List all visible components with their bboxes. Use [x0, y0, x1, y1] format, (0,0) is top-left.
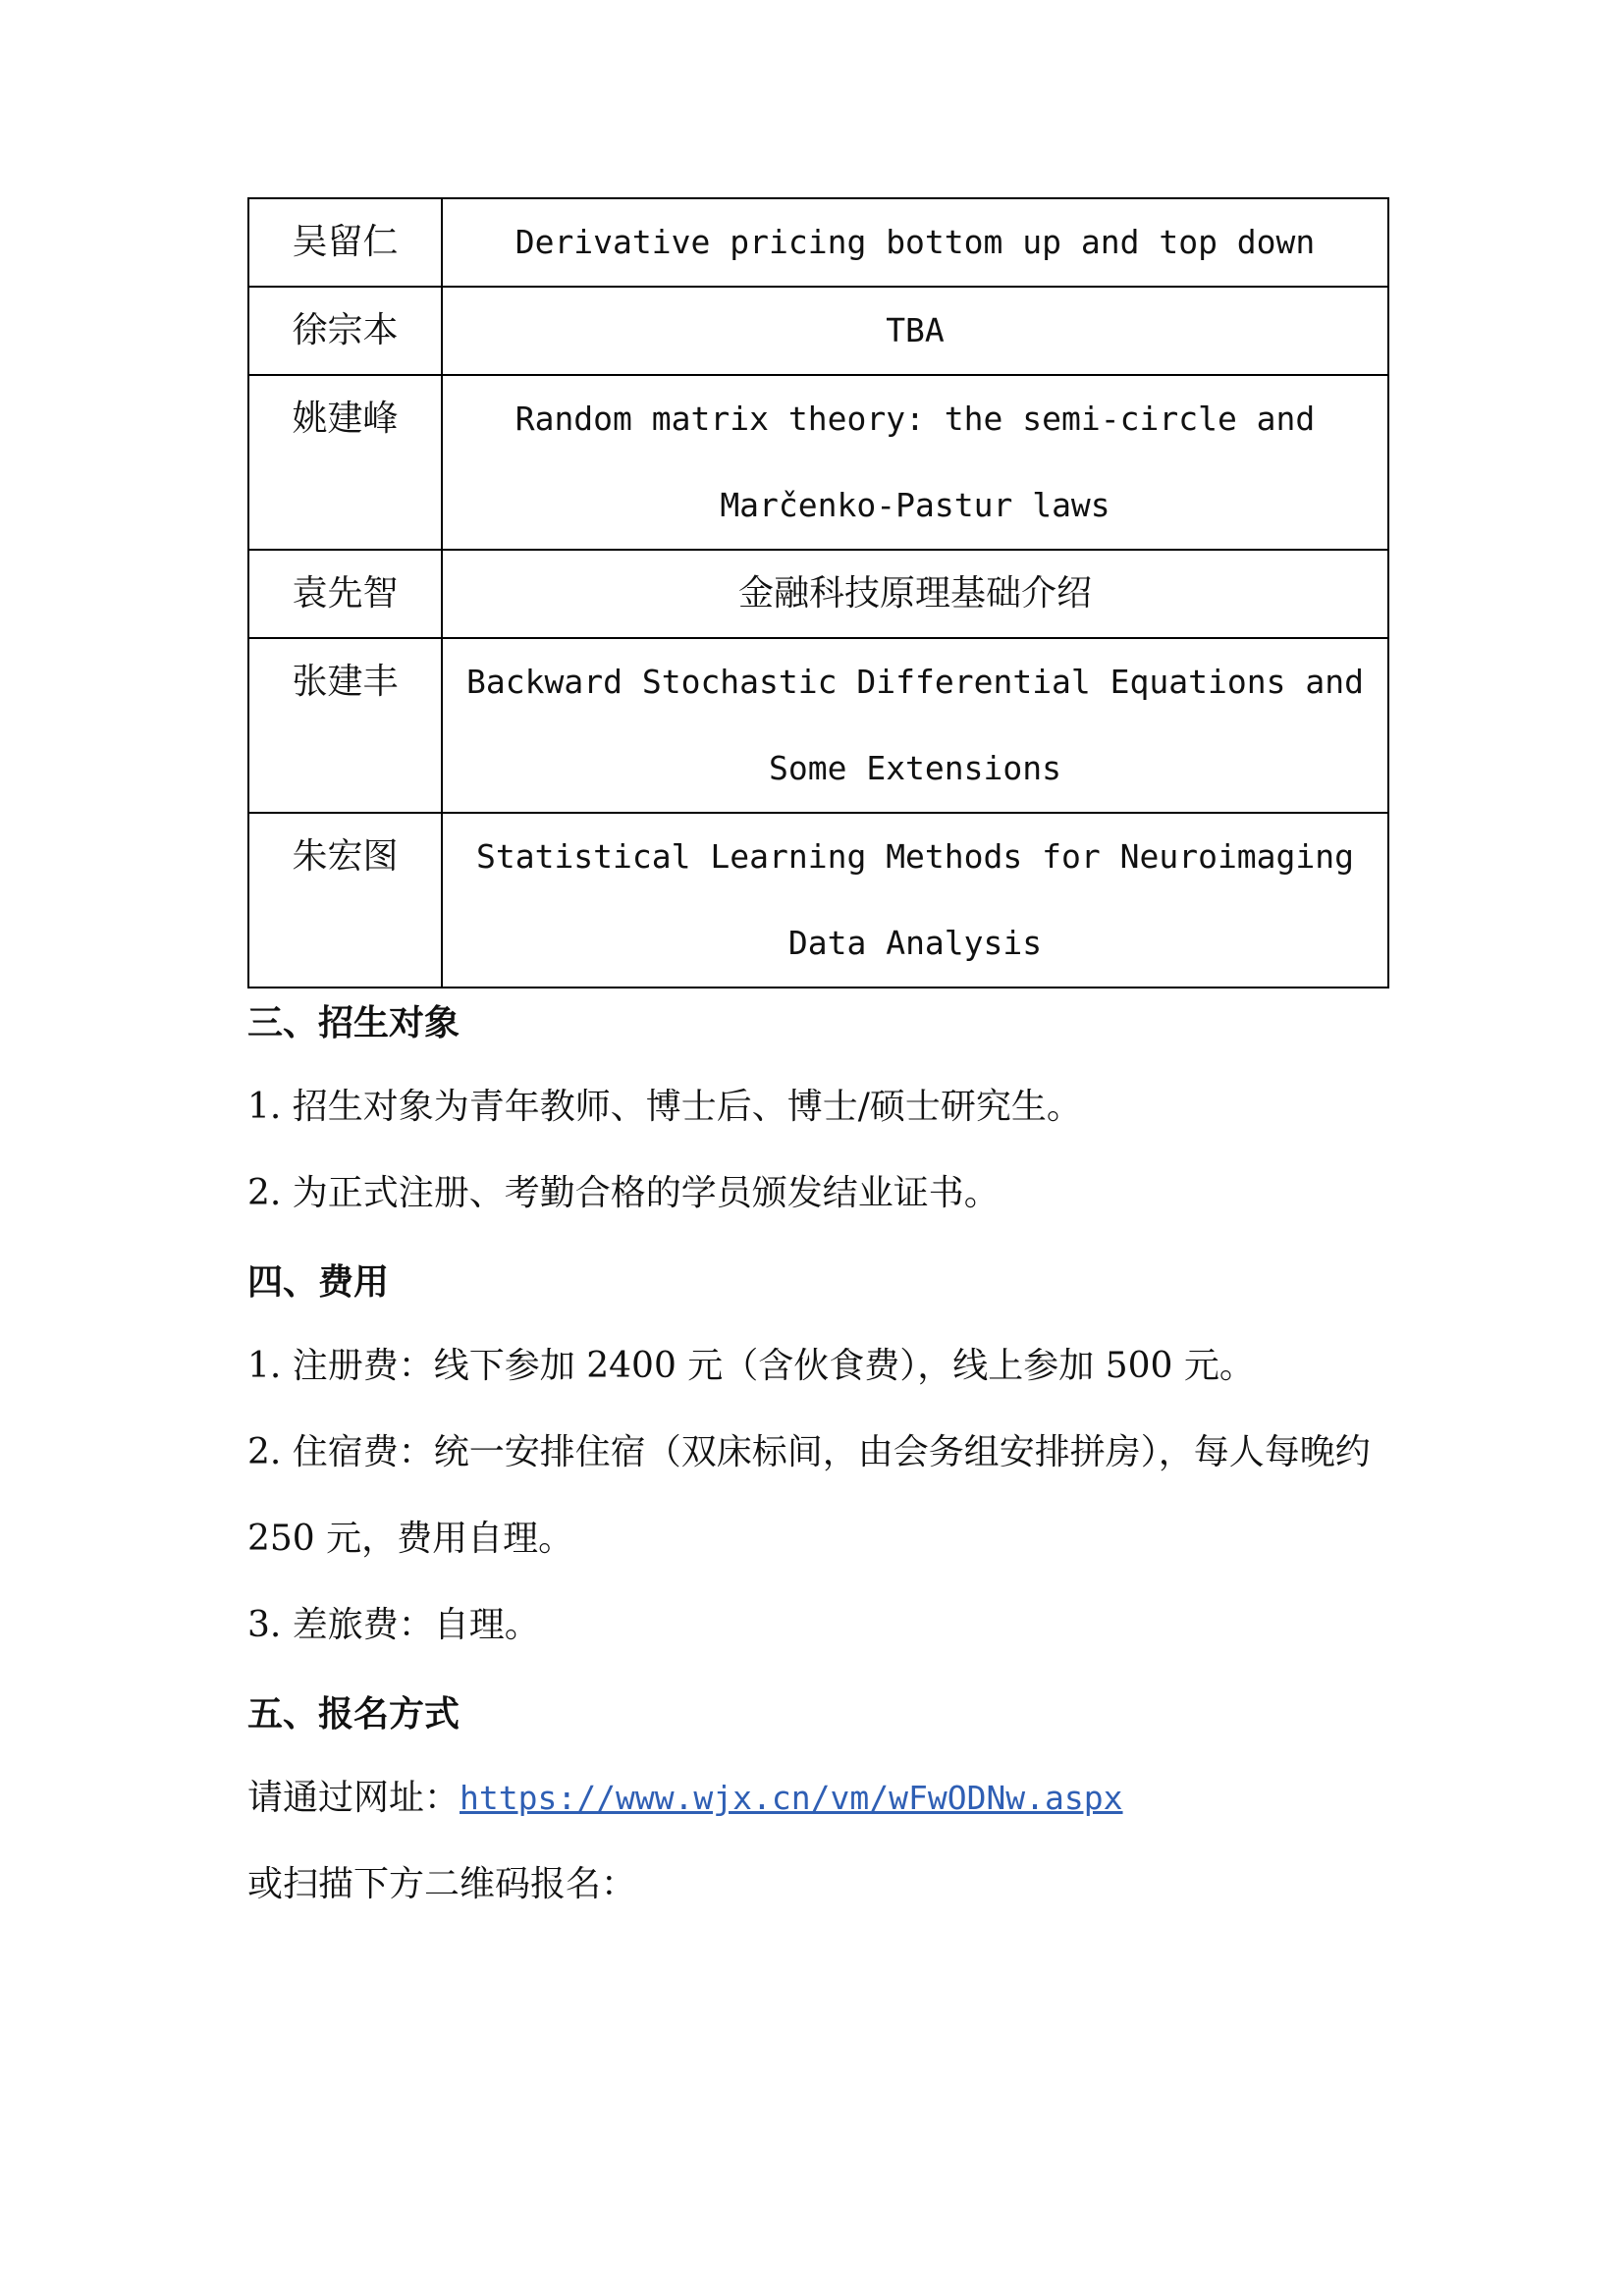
fee-item-3: 3. 差旅费：自理。 — [247, 1605, 540, 1645]
table-row — [248, 198, 1388, 287]
speaker-name: 徐宗本 — [248, 287, 442, 375]
speaker-name: 张建丰 — [248, 638, 442, 813]
table-row — [248, 813, 1388, 988]
section-heading-enrollment: 三、招生对象 — [247, 1002, 460, 1043]
speaker-name: 吴留仁 — [248, 198, 442, 287]
talk-title: Backward Stochastic Differential Equations and Some Extensions — [442, 638, 1388, 813]
table-row — [248, 638, 1388, 813]
schedule-table — [247, 197, 1389, 988]
table-row — [248, 375, 1388, 550]
talk-title: 金融科技原理基础介绍 — [442, 550, 1388, 638]
registration-url-line — [247, 1755, 1396, 1842]
registration-link[interactable]: https://www.wjx.cn/vm/wFwODNw.aspx — [460, 1779, 1123, 1817]
talk-title: Derivative pricing bottom up and top down — [442, 198, 1388, 287]
talk-title: TBA — [442, 287, 1388, 375]
talk-title: Statistical Learning Methods for Neuroimaging Data Analysis — [442, 813, 1388, 988]
speaker-name: 朱宏图 — [248, 813, 442, 988]
enrollment-item-2: 2. 为正式注册、考勤合格的学员颁发结业证书。 — [247, 1173, 1000, 1213]
section-heading-registration: 五、报名方式 — [247, 1693, 460, 1735]
speaker-name: 姚建峰 — [248, 375, 442, 550]
fee-item-1: 1. 注册费：线下参加 2400 元（含伙食费），线上参加 500 元。 — [247, 1346, 1255, 1386]
table-row — [248, 550, 1388, 638]
url-prefix: 请通过网址： — [247, 1778, 460, 1818]
fee-item-2: 2. 住宿费：统一安排住宿（双床标间，由会务组安排拼房），每人每晚约 250 元，费用自理。 — [247, 1432, 1371, 1559]
section-heading-fees: 四、费用 — [247, 1261, 390, 1303]
talk-title: Random matrix theory: the semi-circle and Marčenko-Pastur laws — [442, 375, 1388, 550]
table-row — [248, 287, 1388, 375]
speaker-name: 袁先智 — [248, 550, 442, 638]
qr-instruction: 或扫描下方二维码报名： — [247, 1864, 637, 1904]
enrollment-item-1: 1. 招生对象为青年教师、博士后、博士/硕士研究生。 — [247, 1087, 1082, 1127]
